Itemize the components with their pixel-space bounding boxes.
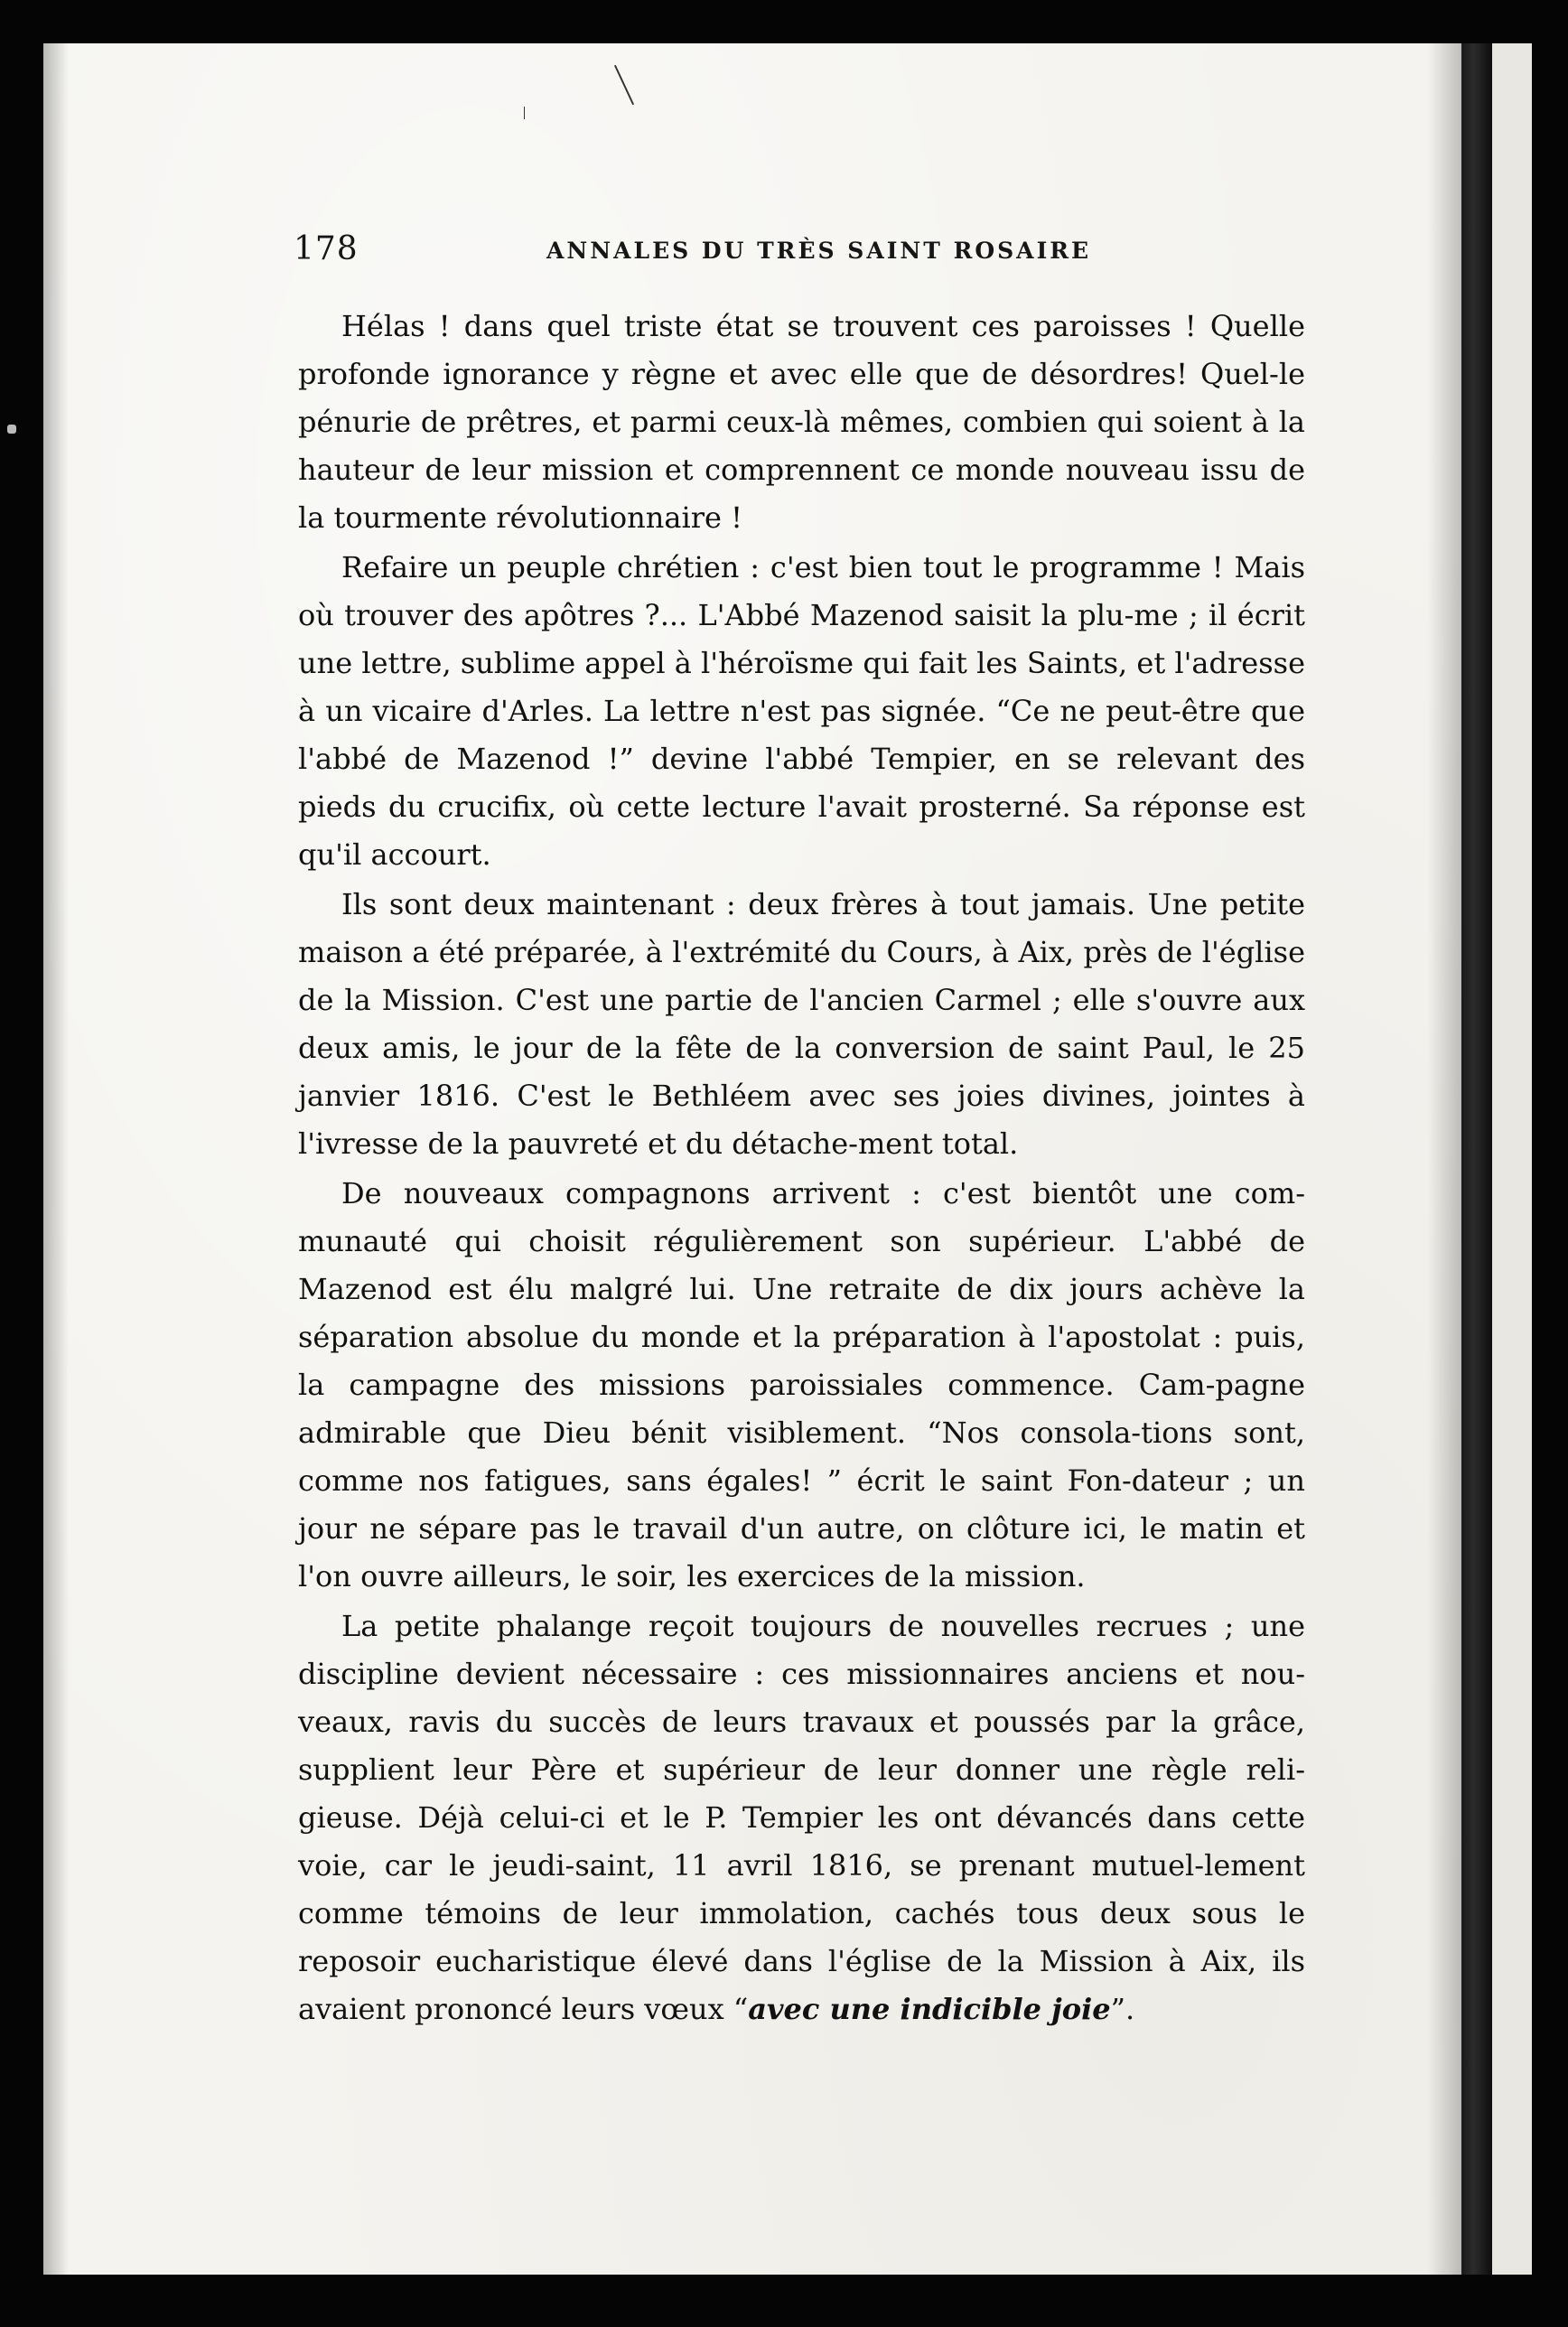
paragraph: Hélas ! dans quel triste état se trouvent ces paroisses ! Quelle profonde ignorance y règne et avec elle que de désordres! Quel-le pénurie de prêtres, et parmi ceux-là mêmes, combien qui soient à la hauteur de leur mission et comprennent ce monde nouveau issu de la tourmente révolutionnaire ! (298, 309, 1305, 535)
italic-quote: avec une indicible joie (748, 1992, 1111, 2026)
paragraph-text-end: ”. (1110, 1992, 1135, 2026)
paragraph: Refaire un peuple chrétien : c'est bien tout le programme ! Mais où trouver des apôtres ?... L'Abbé Mazenod saisit la plu-me ; il écrit une lettre, sublime appel à l'héroïsme qui fait les Saints, et l'adresse à un vicaire d'Arles. La lettre n'est pas signée. “Ce ne peut-être que l'abbé de Mazenod !” devine l'abbé Tempier, en se relevant des pieds du crucifix, où cette lecture l'avait prosterné. Sa réponse est qu'il accourt. (298, 550, 1305, 872)
paragraph: De nouveaux compagnons arrivent : c'est bientôt une com-munauté qui choisit régulièrement son supérieur. L'abbé de Mazenod est élu malgré lui. Une retraite de dix jours achève la séparation absolue du monde et la préparation à l'apostolat : puis, la campagne des missions paroissiales commence. Cam-pagne admirable que Dieu bénit visiblement. “Nos consola-tions sont, comme nos fatigues, sans égales! ” écrit le saint Fon-dateur ; un jour ne sépare pas le travail d'un autre, on clôture ici, le matin et l'on ouvre ailleurs, le soir, les exercices de la mission. (298, 1176, 1305, 1593)
paragraph-text: La petite phalange reçoit toujours de nouvelles recrues ; une discipline devient nécessaire : ces missionnaires anciens et nou-veaux, ravis du succès de leurs travaux et poussés par la grâce, supplient leur Père et supérieur de leur donner une règle reli-gieuse. Déjà celui-ci et le P. Tempier les ont dévancés dans cette voie, car le jeudi-saint, 11 avril 1816, se prenant mutuel-lement comme témoins de leur immolation, cachés tous deux sous le reposoir eucharistique élevé dans l'église de la Mission à Aix, ils avaient prononcé leurs vœux “ (298, 1609, 1305, 2026)
page-number: 178 (294, 230, 359, 267)
paragraph (298, 1603, 1305, 2033)
scan-speck (7, 425, 16, 434)
next-page-edge (1492, 43, 1532, 2275)
running-title: ANNALES DU TRÈS SAINT ROSAIRE (546, 238, 1092, 264)
page-edge-shadow (1427, 43, 1461, 2275)
paragraph: Ils sont deux maintenant : deux frères à tout jamais. Une petite maison a été préparée, à l'extrémité du Cours, à Aix, près de l'église de la Mission. C'est une partie de l'ancien Carmel ; elle s'ouvre aux deux amis, le jour de la fête de la conversion de saint Paul, le 25 janvier 1816. C'est le Bethléem avec ses joies divines, jointes à l'ivresse de la pauvreté et du détache-ment total. (298, 887, 1305, 1161)
body-text (298, 303, 1305, 2035)
page-header (294, 230, 1305, 276)
book-spine-edge (1461, 43, 1492, 2275)
page-gutter-shadow (43, 43, 69, 2275)
scan-speck (524, 107, 525, 119)
